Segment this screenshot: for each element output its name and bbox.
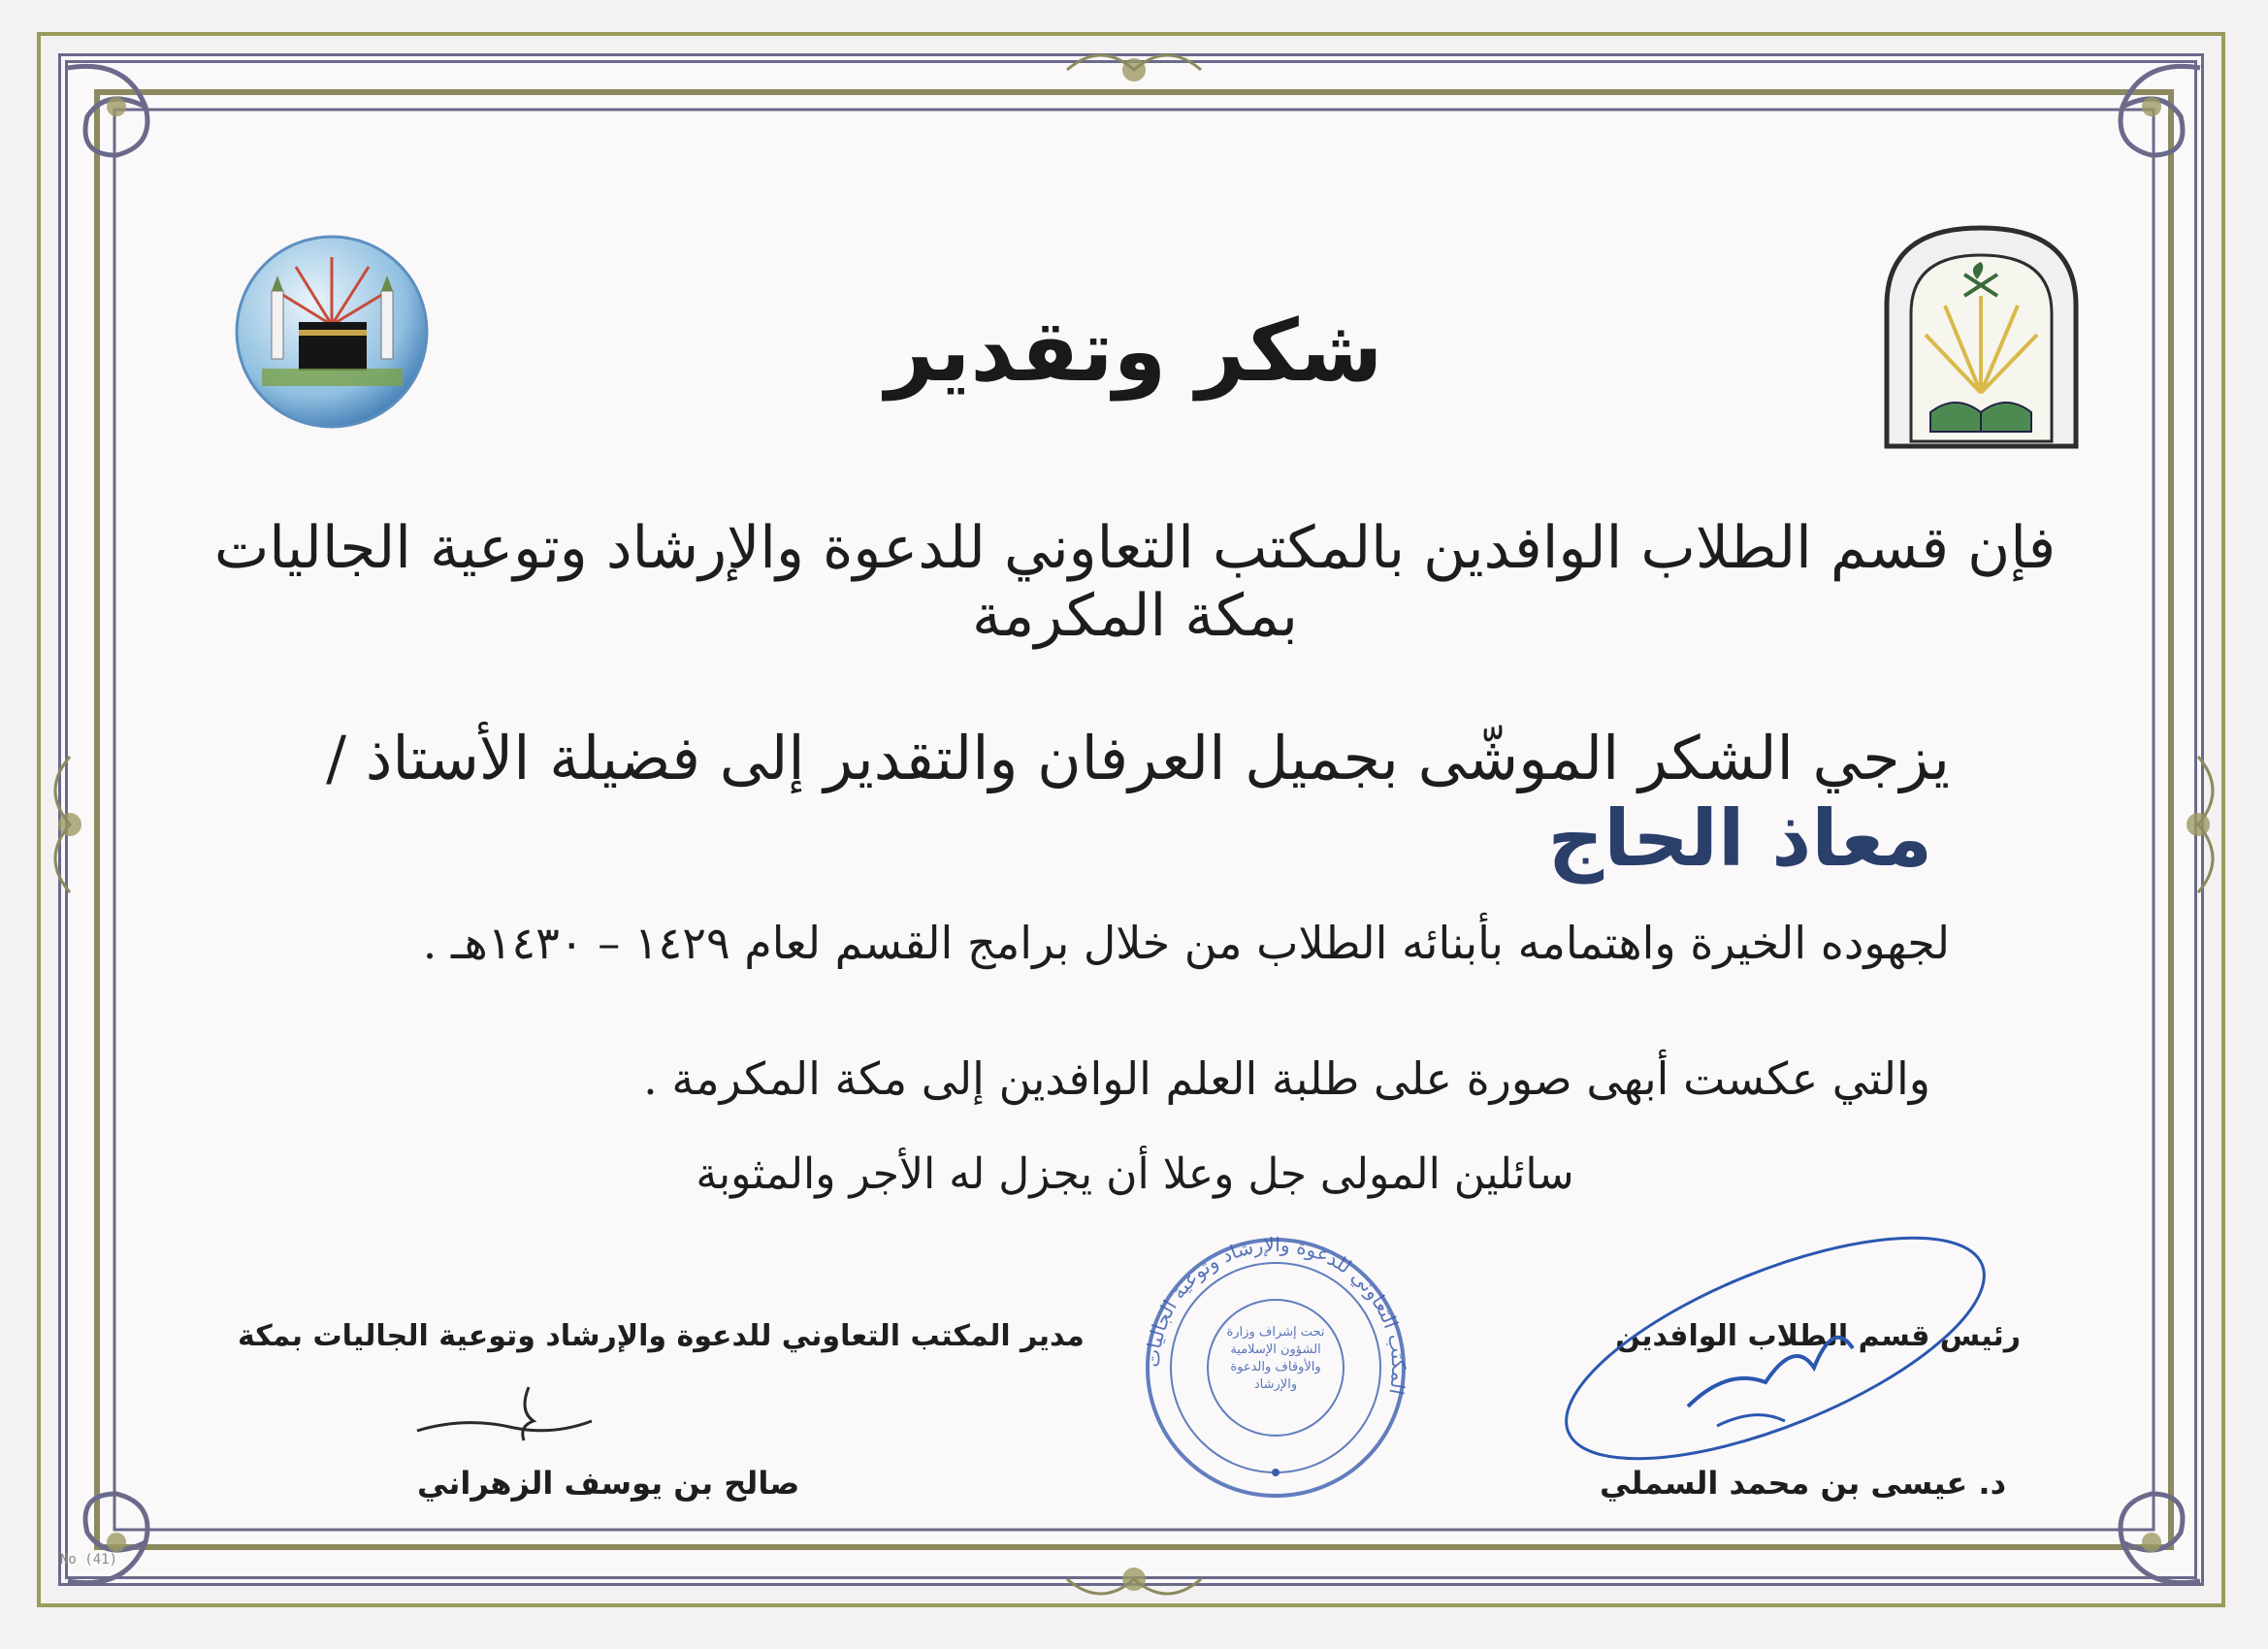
right-signature xyxy=(1542,1222,2008,1474)
serial-number: No (41) xyxy=(60,1552,118,1568)
thanks-line xyxy=(194,723,2076,884)
intro-text: فإن قسم الطلاب الوافدين بالمكتب التعاوني للدعوة والإرشاد وتوعية الجاليات بمكة المكرمة xyxy=(213,514,2057,650)
right-signatory-name: د. عيسى بن محمد السملي xyxy=(1599,1465,2006,1502)
left-signature xyxy=(407,1377,601,1455)
reason-text: لجهوده الخيرة واهتمامه بأبنائه الطلاب من خلال برامج القسم لعام ١٤٢٩ – ١٤٣٠هـ . xyxy=(422,917,1950,969)
closing-text: سائلين المولى جل وعلا أن يجزل له الأجر والمثوبة xyxy=(696,1149,1574,1199)
recipient-name: معاذ الحاج xyxy=(1547,793,1932,884)
certificate-title: شكر وتقدير xyxy=(885,301,1383,401)
thanks-prefix: يزجي الشكر الموشّى بجميل العرفان والتقدير إلى فضيلة الأستاذ / xyxy=(326,723,1950,793)
official-stamp xyxy=(1140,1232,1411,1504)
stamp-outer-text: المكتب التعاوني للدعوة والإرشاد وتوعية الجاليات xyxy=(1140,1232,1411,1397)
left-signatory-title: مدير المكتب التعاوني للدعوة والإرشاد وتوعية الجاليات بمكة xyxy=(238,1319,1085,1353)
impact-text: والتي عكست أبهى صورة على طلبة العلم الوافدين إلى مكة المكرمة . xyxy=(643,1052,1930,1105)
stamp-inner-text: تحت إشراف وزارة الشؤون الإسلامية والأوقاف والدعوة والإرشاد xyxy=(1226,1325,1325,1392)
left-signatory-name: صالح بن يوسف الزهراني xyxy=(417,1465,800,1502)
right-signatory-title: رئيس قسم الطلاب الوافدين xyxy=(1615,1319,2021,1353)
